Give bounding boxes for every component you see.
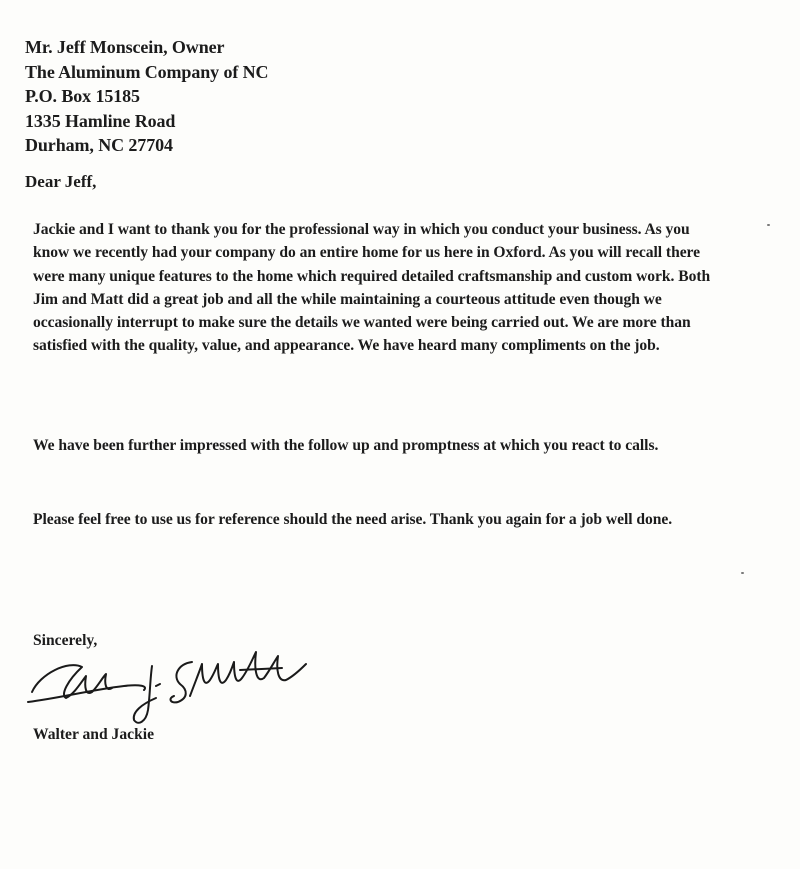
recipient-company: The Aluminum Company of NC xyxy=(25,61,269,82)
recipient-street: 1335 Hamline Road xyxy=(25,110,176,131)
signature-stroke-j xyxy=(134,666,156,723)
signature-stroke-underline xyxy=(28,685,145,702)
paragraph-reference: Please feel free to use us for reference should the need arise. Thank you again for a job well done. xyxy=(33,511,673,528)
recipient-address xyxy=(25,35,268,158)
paragraph-follow-up: We have been further impressed with the follow up and promptness at which you react to calls. xyxy=(33,437,659,454)
recipient-name: Mr. Jeff Monscein, Owner xyxy=(25,37,225,57)
salutation: Dear Jeff, xyxy=(25,172,97,191)
signers-name: Walter and Jackie xyxy=(33,726,154,743)
signature-stroke-mith xyxy=(190,652,306,696)
paper-speck xyxy=(741,572,744,574)
recipient-city-state-zip: Durham, NC 27704 xyxy=(25,135,173,155)
signature-stroke-cross xyxy=(240,668,282,670)
recipient-po-box: P.O. Box 15185 xyxy=(25,86,140,106)
paper-speck xyxy=(767,224,770,226)
signature-stroke-s xyxy=(171,662,192,702)
paragraph-thanks: Jackie and I want to thank you for the professional way in which you conduct your business. As you know we recently had your company do an entire home for us here in Oxford. As you will recall there were many unique features to the home which required detailed craftsmanship and custom work. Both Jim and Matt did a great job and all the while maintaining a courteous attitude even though we occasionally interrupt to make sure the details we wanted were being carried out. We are more than satisfied with the quality, value, and appearance. We have heard many compliments on the job. xyxy=(33,221,711,355)
signature-stroke-w xyxy=(32,665,112,698)
signature-stroke-dot xyxy=(156,684,160,686)
closing: Sincerely, xyxy=(33,632,98,649)
handwritten-signature xyxy=(20,640,320,730)
